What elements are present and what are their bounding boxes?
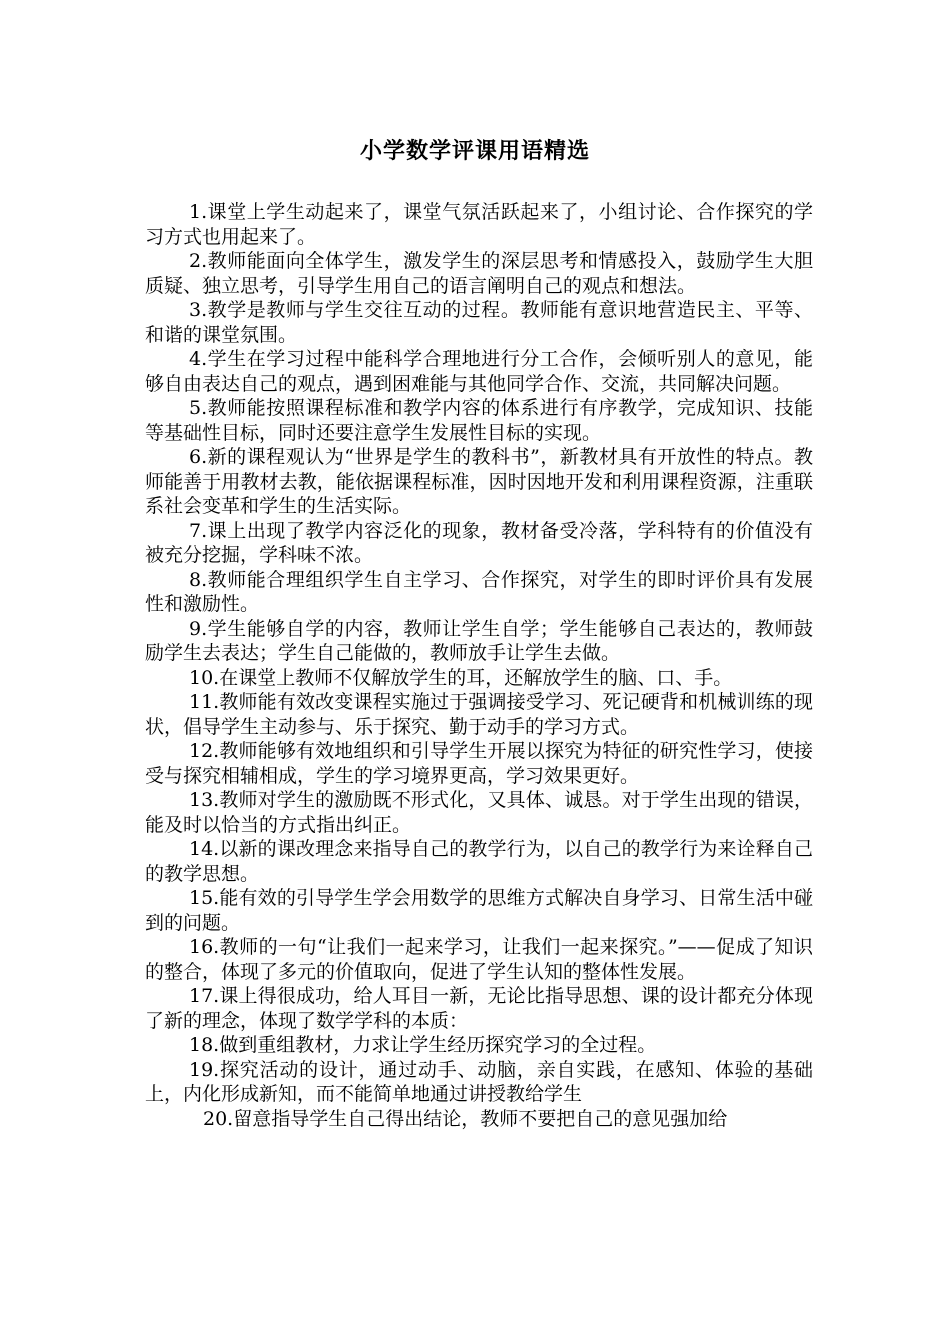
paragraph-3: 3.教学是教师与学生交往互动的过程。教师能有意识地营造民主、平等、和谐的课堂氛围。 — [145, 299, 813, 346]
paragraph-20: 20.留意指导学生自己得出结论，教师不要把自己的意见强加给 — [203, 1107, 728, 1130]
paragraph-7: 7.课上出现了教学内容泛化的现象，教材备受冷落，学科特有的价值没有被充分挖掘，学科味不浓。 — [145, 519, 813, 566]
paragraph-12: 12.教师能够有效地组织和引导学生开展以探究为特征的研究性学习，使接受与探究相辅相成，学生的学习境界更高，学习效果更好。 — [145, 740, 813, 787]
paragraph-14: 14.以新的课改理念来指导自己的教学行为，以自己的教学行为来诠释自己的教学思想。 — [145, 838, 813, 885]
paragraph-13: 13.教师对学生的激励既不形式化，又具体、诚恳。对于学生出现的错误，能及时以恰当的方式指出纠正。 — [145, 789, 813, 836]
paragraph-5: 5.教师能按照课程标准和教学内容的体系进行有序教学，完成知识、技能等基础性目标，同时还要注意学生发展性目标的实现。 — [145, 397, 813, 444]
paragraph-4: 4.学生在学习过程中能科学合理地进行分工合作，会倾听别人的意见，能够自由表达自己的观点，遇到困难能与其他同学合作、交流，共同解决问题。 — [145, 348, 813, 395]
paragraph-19: 19.探究活动的设计，通过动手、动脑，亲自实践，在感知、体验的基础上，内化形成新知，而不能简单地通过讲授教给学生 — [145, 1058, 813, 1105]
paragraph-16: 16.教师的一句“让我们一起来学习，让我们一起来探究。”——促成了知识的整合，体现了多元的价值取向，促进了学生认知的整体性发展。 — [145, 936, 813, 983]
paragraph-9: 9.学生能够自学的内容，教师让学生自学；学生能够自己表达的，教师鼓励学生去表达；学生自己能做的，教师放手让学生去做。 — [145, 617, 813, 664]
paragraph-11: 11.教师能有效改变课程实施过于强调接受学习、死记硬背和机械训练的现状，倡导学生主动参与、乐于探究、勤于动手的学习方式。 — [145, 691, 813, 738]
paragraph-18: 18.做到重组教材，力求让学生经历探究学习的全过程。 — [189, 1034, 657, 1056]
paragraph-10: 10.在课堂上教师不仅解放学生的耳，还解放学生的脑、口、手。 — [189, 666, 733, 689]
document-body — [145, 200, 813, 1131]
paragraph-17: 17.课上得很成功，给人耳目一新，无论比指导思想、课的设计都充分体现了新的理念，体现了数学学科的本质： — [145, 985, 813, 1032]
document-title: 小学数学评课用语精选 — [359, 138, 590, 164]
paragraph-2: 2.教师能面向全体学生，激发学生的深层思考和情感投入，鼓励学生大胆质疑、独立思考，引导学生用自己的语言阐明自己的观点和想法。 — [145, 250, 813, 297]
paragraph-15: 15.能有效的引导学生学会用数学的思维方式解决自身学习、日常生活中碰到的问题。 — [145, 887, 813, 934]
paragraph-8: 8.教师能合理组织学生自主学习、合作探究，对学生的即时评价具有发展性和激励性。 — [145, 568, 813, 615]
paragraph-1: 1.课堂上学生动起来了，课堂气氛活跃起来了，小组讨论、合作探究的学习方式也用起来了。 — [145, 201, 813, 248]
paragraph-6: 6.新的课程观认为“世界是学生的教科书”，新教材具有开放性的特点。教师能善于用教材去教，能依据课程标准，因时因地开发和利用课程资源，注重联系社会变革和学生的生活实际。 — [145, 446, 813, 517]
